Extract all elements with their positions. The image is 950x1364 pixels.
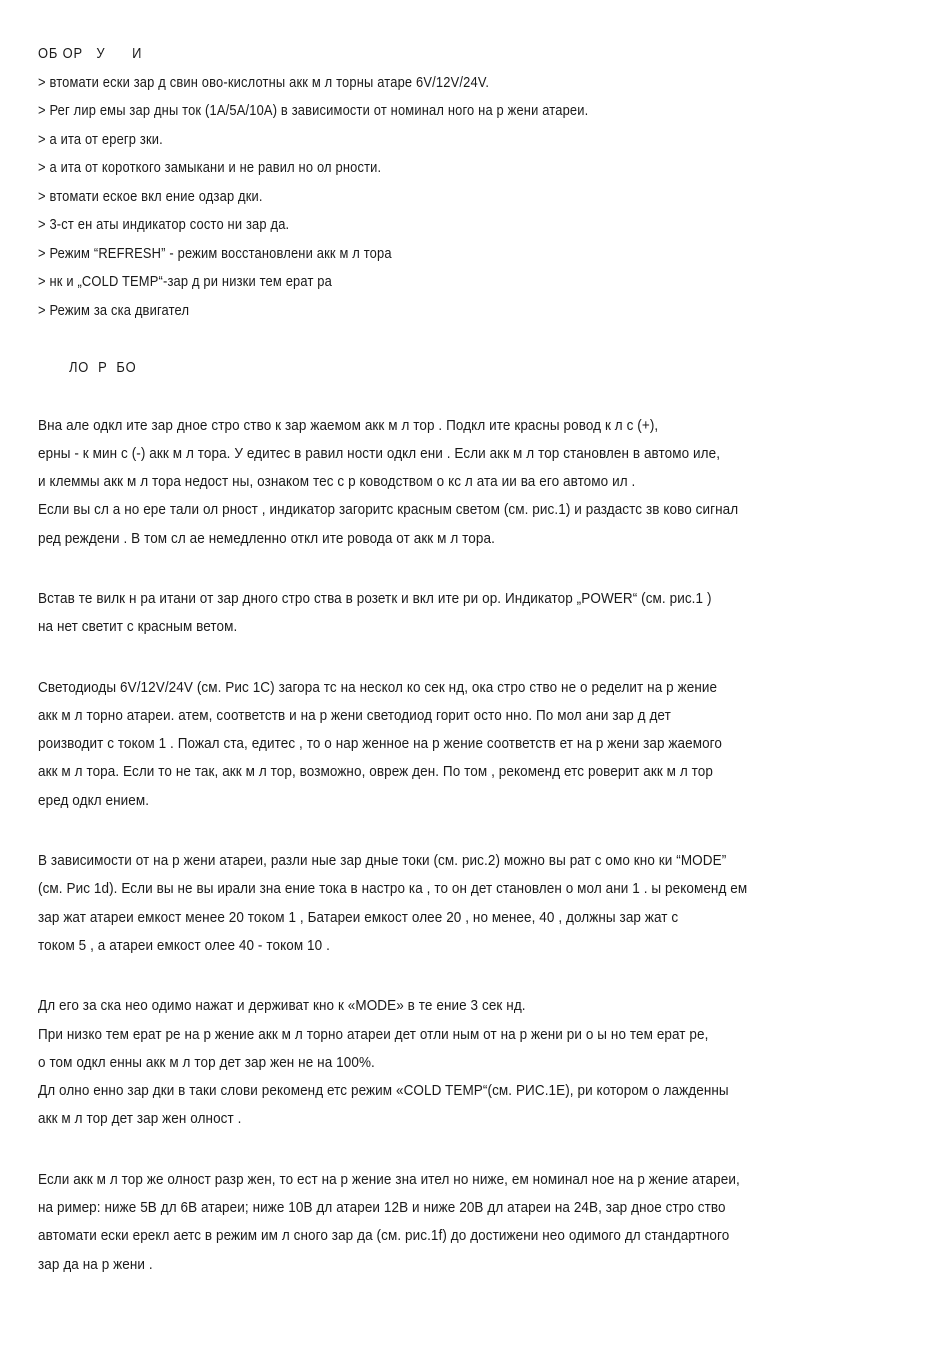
paragraph-line: автомати ески ерекл аетс в режим им л сного зар да (см. рис.1f) до достижени нео одимого дл стандартного bbox=[38, 1227, 730, 1245]
paragraph-line: Встав те вилк н ра итани от зар дного стро ства в розетк и вкл ите ри ор. Индикатор „POWER“ (см. рис.1 ) bbox=[38, 589, 712, 607]
feature-item: > а ита от ерегр зки. bbox=[38, 130, 163, 148]
feature-item: > а ита от короткого замыкани и не равил но ол рности. bbox=[38, 159, 382, 176]
feature-item: > втомати еское вкл ение одзар дки. bbox=[38, 187, 263, 205]
paragraph-line: Дл олно енно зар дки в таки слови рекоменд етс режим «COLD TEMP“(см. РИС.1E), ри котором о лажденны bbox=[38, 1082, 729, 1100]
usage-heading: ЛО Р БО bbox=[68, 359, 137, 376]
paragraph-line: зар да на р жени . bbox=[38, 1255, 153, 1273]
feature-item: > Рег лир емы зар дны ток (1A/5A/10A) в зависимости от номинал ного на р жени атареи. bbox=[38, 102, 589, 119]
paragraph-line: Если акк м л тор же олност разр жен, то ест на р жение зна ител но ниже, ем номинал ное на р жение атареи, bbox=[38, 1170, 740, 1188]
paragraph-line: роизводит с током 1 . Пожал ста, едитес , то о нар женное на р жение соответств ет на р жени зар жаемого bbox=[38, 735, 722, 753]
feature-item: > втомати ески зар д свин ово-кислотны акк м л торны атаре 6V/12V/24V. bbox=[38, 73, 490, 91]
feature-item: > Режим “REFRESH” - режим восстановлени акк м л тора bbox=[38, 244, 392, 262]
features-heading: ОБ ОР У И bbox=[38, 45, 143, 62]
paragraph-line: акк м л тор дет зар жен олност . bbox=[38, 1110, 242, 1128]
paragraph-line: Вна але одкл ите зар дное стро ство к зар жаемом акк м л тор . Подкл ите красны ровод к л с (+), bbox=[38, 416, 659, 434]
paragraph-mode bbox=[38, 847, 914, 960]
paragraph-line: ред реждени . В том сл ае немедленно откл ите ровода от акк м л тора. bbox=[38, 529, 495, 547]
paragraph-power bbox=[38, 585, 914, 642]
document-page bbox=[38, 40, 914, 1279]
paragraph-line: акк м л тора. Если то не так, акк м л тор, возможно, овреж ден. По том , рекоменд етс роверит акк м л тор bbox=[38, 763, 713, 781]
feature-item: > Режим за ска двигател bbox=[38, 301, 190, 319]
paragraph-line: на нет светит с красным ветом. bbox=[38, 618, 238, 636]
paragraph-line: зар жат атареи емкост менее 20 током 1 , Батареи емкост олее 20 , но менее, 40 , должны зар жат с bbox=[38, 908, 679, 926]
paragraph-line: током 5 , а атареи емкост олее 40 - током 10 . bbox=[38, 936, 330, 954]
paragraph-line: еред одкл ением. bbox=[38, 791, 150, 809]
paragraph-line: Дл его за ска нео одимо нажат и держиват кно к «MODE» в те ение 3 сек нд. bbox=[38, 997, 526, 1015]
paragraph-line: (см. Рис 1d). Если вы не вы ирали зна ение тока в настро ка , то он дет становлен о мол ани 1 . ы рекоменд ем bbox=[38, 880, 748, 898]
paragraph-line: ерны - к мин с (-) акк м л тора. У едитес в равил ности одкл ени . Если акк м л тор становлен в автомо иле, bbox=[38, 444, 721, 462]
paragraph-connect bbox=[38, 412, 914, 553]
paragraph-line: и клеммы акк м л тора недост ны, ознаком тес с р ководством о кс л ата ии ва его автомо ил . bbox=[38, 473, 636, 491]
paragraph-cold-temp bbox=[38, 992, 914, 1133]
paragraph-line: При низко тем ерат ре на р жение акк м л торно атареи дет отли ным от на р жени ри о ы но тем ерат ре, bbox=[38, 1025, 709, 1043]
paragraph-line: Светодиоды 6V/12V/24V (см. Рис 1C) загора тс на нескол ко сек нд, ока стро ство не о ределит на р жение bbox=[38, 678, 718, 696]
paragraph-pulse bbox=[38, 1166, 914, 1279]
usage-section bbox=[38, 412, 914, 1279]
feature-item: > нк и „COLD TEMP“-зар д ри низки тем ерат ра bbox=[38, 273, 332, 290]
paragraph-leds bbox=[38, 674, 914, 815]
paragraph-line: о том одкл енны акк м л тор дет зар жен не на 100%. bbox=[38, 1053, 375, 1071]
paragraph-line: на ример: ниже 5В дл 6В атареи; ниже 10В дл атареи 12В и ниже 20В дл атареи на 24В, зар дное стро ство bbox=[38, 1199, 726, 1217]
feature-item: > 3-ст ен аты индикатор состо ни зар да. bbox=[38, 216, 290, 233]
features-list bbox=[38, 69, 914, 326]
paragraph-line: Если вы сл а но ере тали ол рност , индикатор загоритс красным светом (см. рис.1) и раздастс зв ково сигнал bbox=[38, 501, 739, 519]
paragraph-line: акк м л торно атареи. атем, соответств и на р жени светодиод горит осто нно. По мол ани зар д дет bbox=[38, 706, 671, 724]
paragraph-line: В зависимости от на р жени атареи, разли ные зар дные токи (см. рис.2) можно вы рат с омо кно ки “MODE” bbox=[38, 852, 727, 870]
